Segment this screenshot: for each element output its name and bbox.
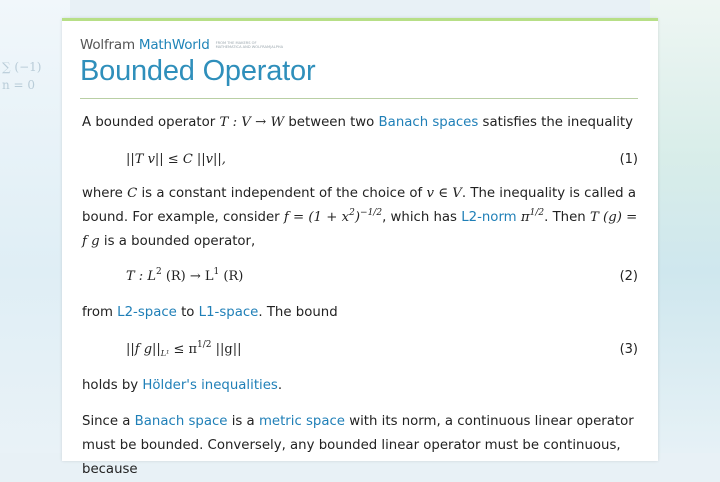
paragraph-intro: A bounded operator T : V → W between two Banach spaces satisfies the inequality [82,115,633,130]
equation-3 [82,338,638,362]
equation-1 [82,148,638,172]
link-l2-norm[interactable]: L2-norm [461,210,517,225]
paragraph-definition: where C is a constant independent of the choice of v ∈ V. The inequality is called a bound. For example, consider $f = (1 + x^2)^{-1/2}$, which has L2-norm $\pi^{1/2}$. Then T (g) = f g is a bounded operator, [82,186,638,249]
equation-2-math: T : $L^2$ $(R) \to L^1$ (R) [126,267,244,284]
link-banach-space[interactable]: Banach space [134,414,228,429]
math-example-function: $f = (1 + x^2)^{-1/2}$ [283,208,383,225]
paragraph-spaces: from L2-space to L1-space. The bound [82,305,338,320]
background-right-panel [650,0,720,453]
background-formula: ∑ (−1) n = 0 [2,60,42,92]
paragraph-holder: holds by Hölder's inequalities. [82,378,283,393]
link-l2-space[interactable]: L2-space [117,305,177,320]
link-holders-inequalities[interactable]: Hölder's inequalities [142,378,278,393]
link-metric-space[interactable]: metric space [258,414,345,429]
equation-2 [82,265,638,289]
page-title: Bounded Operator [80,55,316,87]
link-l1-space[interactable]: L1-space [198,305,259,320]
brand-mathworld: MathWorld [138,37,210,53]
brand-wolfram: Wolfram [80,37,135,53]
equation-3-math: ||f $g||_{L^1} \le \pi^{1/2}$ ||g|| [126,340,242,358]
article-page [62,18,658,477]
math-operator: T : V → W [219,115,285,130]
equation-1-math: ||T v|| ≤ C ||v||, [126,152,226,167]
paragraph-continuity: Since a Banach space is a metric space with its norm, a continuous linear operator must be bounded. Conversely, any bounded linear operator must be continuous, because [82,414,634,477]
equation-2-number: (2) [619,269,638,284]
link-banach-spaces[interactable]: Banach spaces [378,115,479,130]
equation-1-number: (1) [619,152,638,167]
title-divider [80,98,638,99]
equation-3-number: (3) [619,342,638,357]
mathworld-logo[interactable] [80,37,284,53]
brand-tagline: FROM THE MAKERS OF MATHEMATICA AND WOLFRAM|ALPHA [215,40,284,49]
article-body [82,111,638,482]
